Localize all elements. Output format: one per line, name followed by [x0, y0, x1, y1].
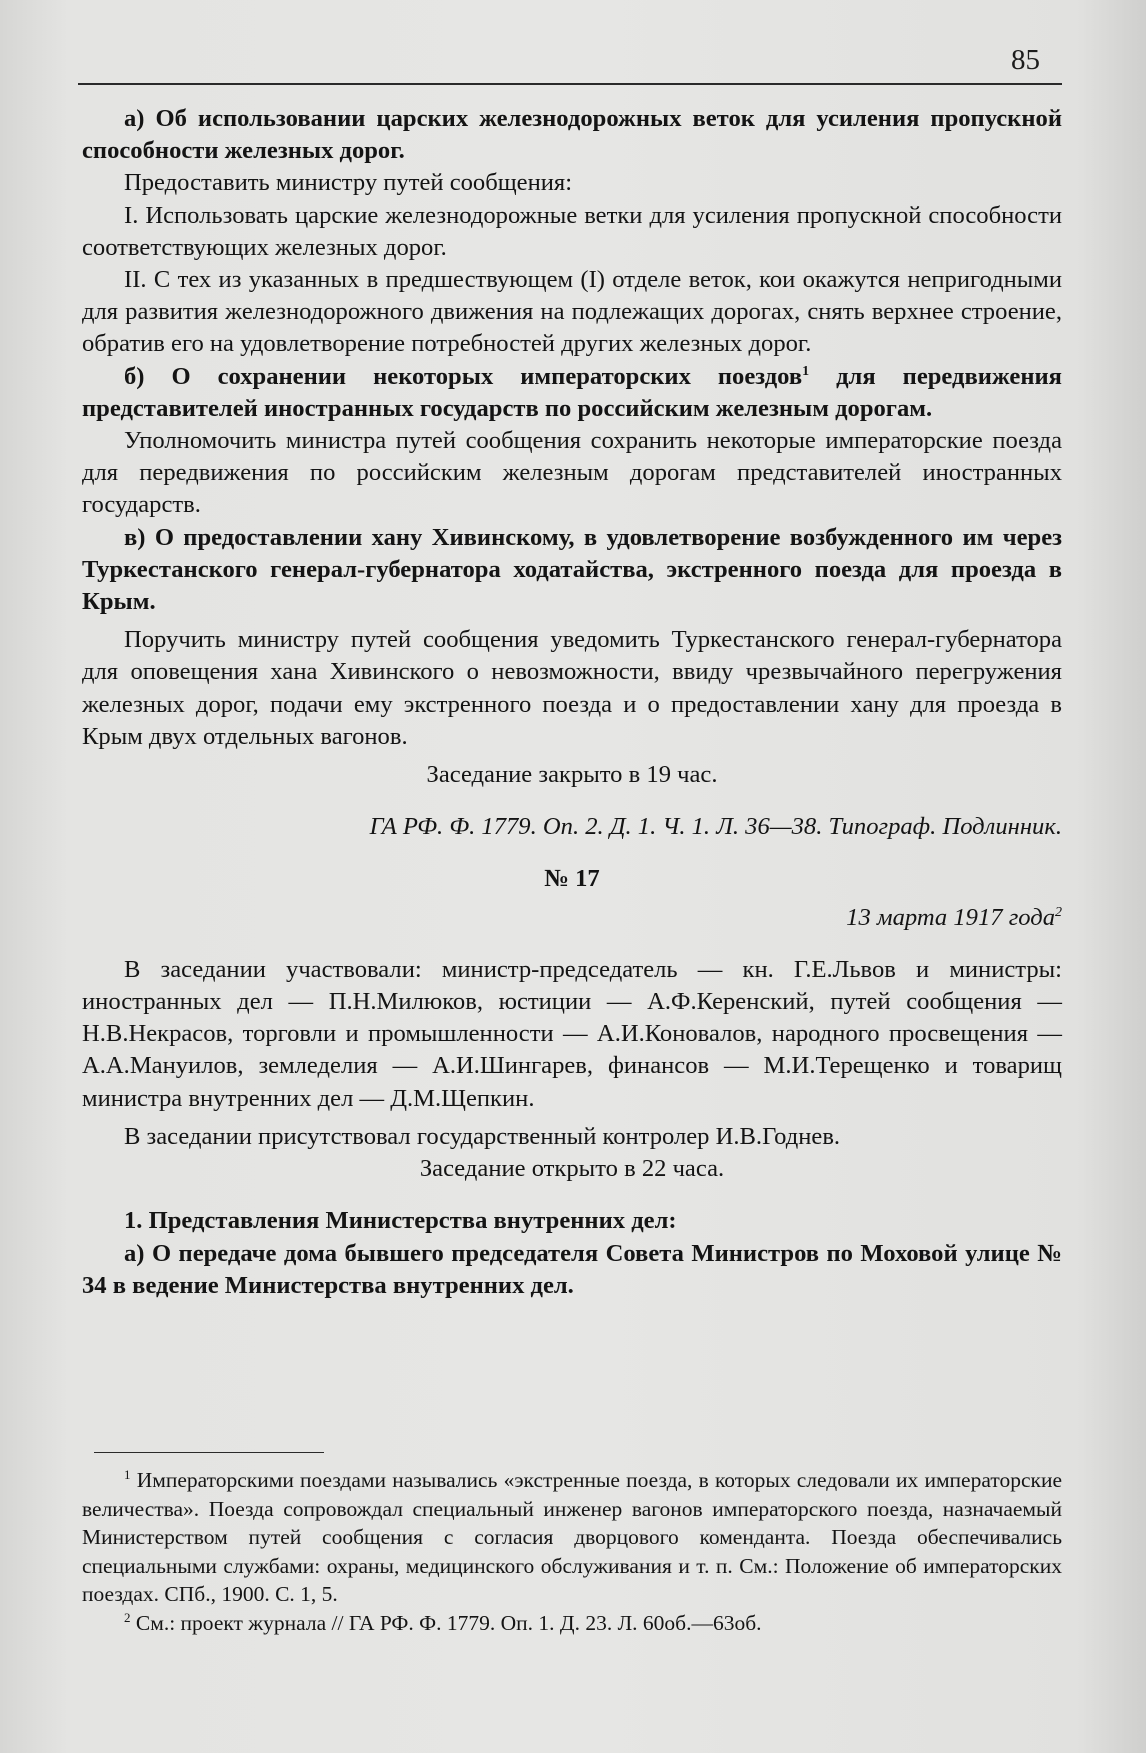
document-date-text: 13 марта 1917 года [846, 903, 1055, 931]
section-b-title-part2: для передвижения представителей иностранных государств по российским железным дорогам. [82, 362, 1062, 422]
document-number: № 17 [544, 865, 600, 893]
footnote-1 [82, 1466, 1062, 1609]
footnote-2-mark: 2 [124, 1609, 131, 1625]
section-b-title [82, 361, 1062, 425]
footnotes [82, 1466, 1062, 1638]
section-a-item-1: I. Использовать царские железнодорожные ветки для усиления пропускной способности соответствующих железных дорог. [82, 201, 1062, 261]
section-1-title: 1. Представления Министерства внутренних дел: [124, 1207, 677, 1235]
section-a-item-2: II. С тех из указанных в предшествующем (I) отделе веток, кои окажутся непригодными для развития железнодорожного движения на подлежащих дорогах, снять верхнее строение, обратив его на удовлетворение потребностей других железных дорог. [82, 266, 1062, 358]
present: В заседании присутствовал государственный контролер И.В.Годнев. [124, 1122, 841, 1150]
document-date [82, 902, 1062, 934]
main-text [82, 103, 1062, 1302]
meeting-closed: Заседание закрыто в 19 час. [426, 761, 718, 789]
footnote-ref-2: 2 [1055, 904, 1062, 920]
footnote-1-mark: 1 [124, 1466, 131, 1482]
footnote-2 [82, 1609, 1062, 1638]
section-v-text: Поручить министру путей сообщения уведомить Туркестанского генерал-губернатора для оповещения хана Хивинского о невозможности, ввиду чрезвычайного перегружения железных дорог, подачи ему экстренного поезда и о предоставлении хану для проезда в Крым двух отдельных вагонов. [82, 626, 1062, 750]
section-a-intro: Предоставить министру путей сообщения: [124, 169, 573, 197]
page-number: 85 [1011, 44, 1040, 76]
section-b-text: Уполномочить министра путей сообщения сохранить некоторые императорские поезда для передвижения по российским железным дорогам представителей иностранных государств. [82, 427, 1062, 519]
section-v-title: в) О предоставлении хану Хивинскому, в удовлетворение возбужденного им через Туркестанского генерал-губернатора ходатайства, экстренного поезда для проезда в Крым. [82, 523, 1062, 616]
meeting-opened: Заседание открыто в 22 часа. [419, 1155, 725, 1183]
footnote-1-text: Императорскими поездами назывались «экстренные поезда, в которых следовали их императорские величества». Поезда сопровождал специальный инженер вагонов императорского поезда, назначаемый Министерством путей сообщения с согласия дворцового коменданта. Поезда обеспечивались специальными службами: охраны, медицинского обслуживания и т. п. См.: Положение об императорских поездах. СПб., 1900. С. 1, 5. [82, 1468, 1062, 1607]
section-b-title-part1: б) О сохранении некоторых императорских поездов [124, 362, 803, 390]
participants: В заседании участвовали: министр-председатель — кн. Г.Е.Львов и министры: иностранных дел — П.Н.Милюков, юстиции — А.Ф.Керенский, путей сообщения — Н.В.Некрасов, торговли и промышленности — А.И.Коновалов, народного просвещения — А.А.Мануилов, земледелия — А.И.Шингарев, финансов — М.И.Терещенко и товарищ министра внутренних дел — Д.М.Щепкин. [82, 955, 1062, 1112]
section-1-a: а) О передаче дома бывшего председателя Совета Министров по Моховой улице № 34 в ведение Министерства внутренних дел. [82, 1239, 1062, 1299]
footnote-2-text: См.: проект журнала // ГА РФ. Ф. 1779. Оп. 1. Д. 23. Л. 60об.—63об. [135, 1610, 762, 1635]
archive-source: ГА РФ. Ф. 1779. Оп. 2. Д. 1. Ч. 1. Л. 36—38. Типограф. Подлинник. [369, 813, 1062, 841]
section-a-title: а) Об использовании царских железнодорожных веток для усиления пропускной способности железных дорог. [82, 105, 1062, 165]
footnote-ref-1: 1 [802, 363, 810, 379]
footnote-rule [94, 1452, 324, 1453]
header-rule [78, 83, 1062, 85]
